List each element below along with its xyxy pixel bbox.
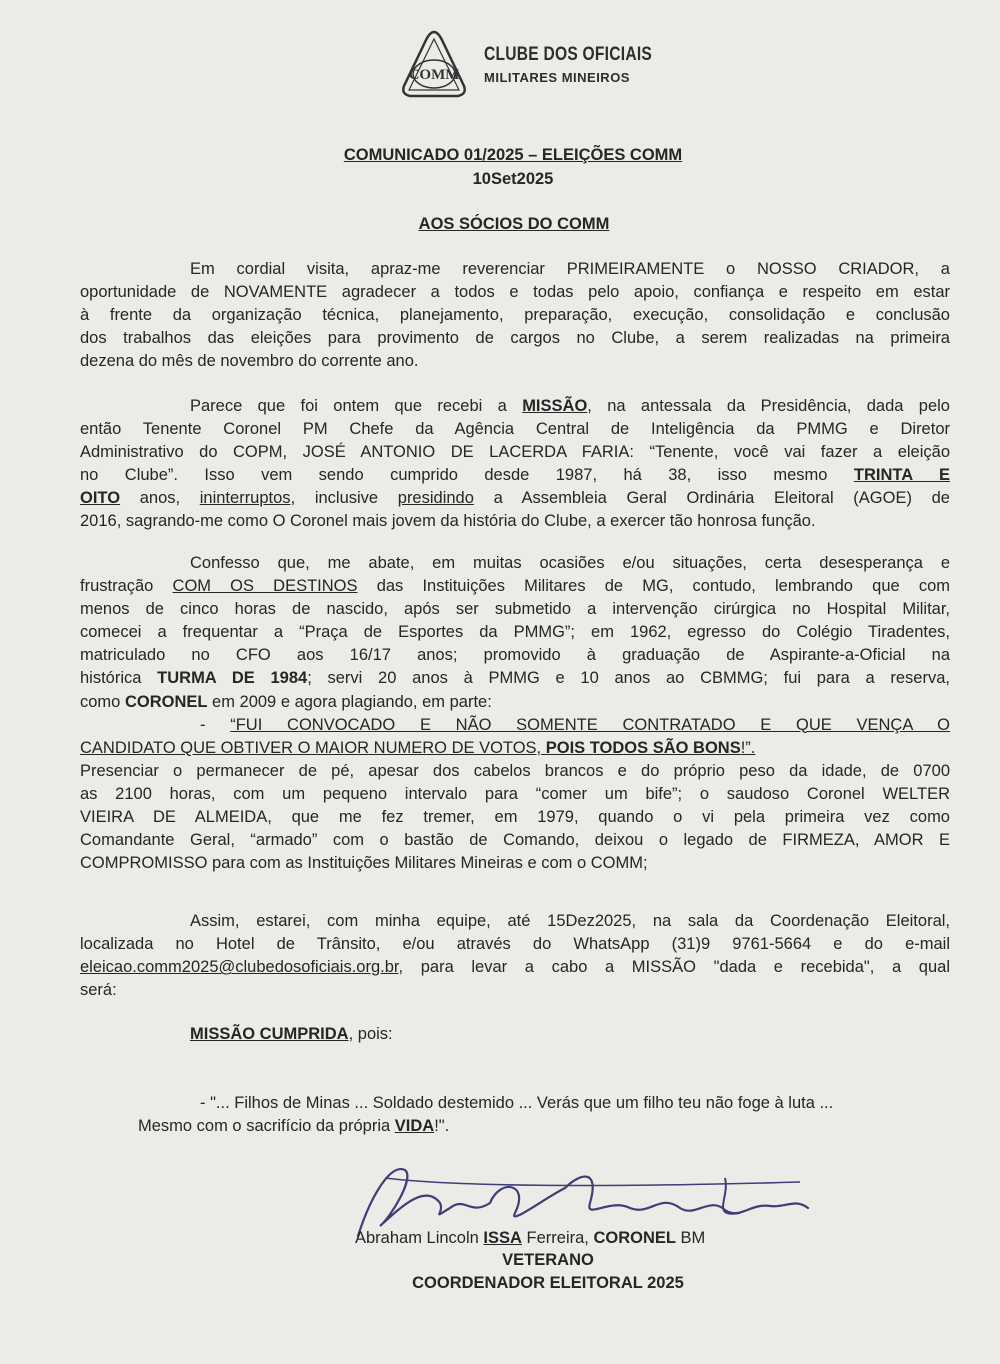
paragraph-6: - "... Filhos de Minas ... Soldado destemido ... Verás que um filho teu não foge à luta ... Mesmo com o sacrifício da própria VIDA!". <box>138 1094 834 1136</box>
turma-1984: TURMA DE 1984 <box>157 669 308 688</box>
handwritten-signature <box>330 1158 810 1238</box>
p2-line: 2016, sagrando-me como O Coronel mais jovem da história do Clube, a exercer tão honrosa função. <box>80 512 816 531</box>
paragraph-3: Confesso que, me abate, em muitas ocasiões e/ou situações, certa desesperança e frustração COM OS DESTINOS das Instituições Militares de MG, contudo, lembrando que com menos de cinco horas de nascido, após ser submetido a intervenção cirúrgica no Hospital Militar, comecei a frequentar a “Praça de Esportes da PMMG”; em 1962, egresso do Colégio Tiradentes, matriculado no CFO aos 16/17 anos; promovido à graduação de Aspirante-a-Oficial na histórica TURMA DE 1984; servi 20 anos à PMMG e 10 anos ao CBMMG; fui para a reserva, como CORONEL em 2009 e agora plagiando, em parte: - “FUI CONVOCADO E NÃO SOMENTE CONTRATADO E QUE VENÇA O CANDIDATO QUE OBTIVER O MAIOR NUMERO DE VOTOS, POIS TODOS SÃO BONS!”. Presenciar o permanecer de pé, apesar dos cabelos brancos e do próprio peso da idade, de 0700 as 2100 horas, com um pequeno intervalo para “comer um bife”; o saudoso Coronel WELTER VIEIRA DE ALMEIDA, que me fez tremer, em 1979, quando o vi pela primeira vez como Comandante Geral, “armado” com o bastão de Comando, deixou o legado de FIRMEZA, AMOR E COMPROMISSO para com as Instituições Militares Mineiras e com o COMM; <box>80 554 950 873</box>
missao-emphasis: MISSÃO <box>522 397 588 415</box>
p1-line: dos trabalhos das eleições para provimento de cargos no Clube, a serem realizadas na primeira <box>80 329 950 348</box>
com-os-destinos: COM OS DESTINOS <box>172 577 358 596</box>
p1-line: à frente da organização técnica, planejamento, preparação, execução, consolidação e conclusão <box>80 306 950 325</box>
todos-sao-bons: POIS TODOS SÃO BONS <box>545 738 741 757</box>
document-title: COMUNICADO 01/2025 – ELEIÇÕES COMM <box>343 146 683 164</box>
club-logo <box>398 30 470 102</box>
club-subtitle: MILITARES MINEIROS <box>484 70 630 85</box>
trinta-e-emphasis: TRINTA E <box>853 466 950 485</box>
paragraph-5: MISSÃO CUMPRIDA, pois: <box>190 1025 393 1043</box>
p2-line: então Tenente Coronel PM Chefe da Agência Central de Inteligência da PMMG e Diretor <box>80 420 950 439</box>
signatory-role: COORDENADOR ELEITORAL 2025 <box>412 1274 684 1292</box>
club-name: CLUBE DOS OFICIAIS <box>484 44 653 65</box>
coronel-emphasis: CORONEL <box>124 692 208 711</box>
signatory-name: Abraham Lincoln ISSA Ferreira, CORONEL BM <box>355 1229 706 1247</box>
missao-cumprida: MISSÃO CUMPRIDA <box>190 1025 349 1043</box>
svg-text:COMM: COMM <box>408 67 460 83</box>
signatory-veterano: VETERANO <box>502 1251 594 1269</box>
p1-line: Em cordial visita, apraz-me reverenciar PRIMEIRAMENTE o NOSSO CRIADOR, a <box>190 260 950 278</box>
paragraph-2: Parece que foi ontem que recebi a MISSÃO, na antessala da Presidência, dada pelo então Tenente Coronel PM Chefe da Agência Central de Inteligência da PMMG e Diretor Administrativo do COPM, JOSÉ ANTONIO DE LACERDA FARIA: “Tenente, você vai fazer a eleição no Clube”. Isso vem sendo cumprido desde 1987, há 38, isso mesmo TRINTA E OITO anos, ininterruptos, inclusive presidindo a Assembleia Geral Ordinária Eleitoral (AGOE) de 2016, sagrando-me como O Coronel mais jovem da história do Clube, a exercer tão honrosa função. <box>80 395 950 534</box>
p1-line: dezena do mês de novembro do corrente ano. <box>80 352 419 371</box>
document-date: 10Set2025 <box>472 170 554 188</box>
paragraph-4: Assim, estarei, com minha equipe, até 15Dez2025, na sala da Coordenação Eleitoral, localizada no Hotel de Trânsito, e/ou através do WhatsApp (31)9 9761-5664 e do e-mail eleicao.comm2025@clubedosoficiais.org.br, para levar a cabo a MISSÃO "dada e recebida", a qual será: <box>80 912 950 1000</box>
salutation: AOS SÓCIOS DO COMM <box>418 215 610 233</box>
p1-line: oportunidade de NOVAMENTE agradecer a todos e todas pelo apoio, confiança e respeito em estar <box>80 283 950 302</box>
quote-convocado: “FUI CONVOCADO E NÃO SOMENTE CONTRATADO E QUE VENÇA O <box>230 715 950 734</box>
vida-emphasis: VIDA <box>394 1117 435 1136</box>
email-link[interactable]: eleicao.comm2025@clubedosoficiais.org.br <box>80 958 399 977</box>
p2-line: Administrativo do COPM, JOSÉ ANTONIO DE LACERDA FARIA: “Tenente, você vai fazer a eleição <box>80 443 950 462</box>
paragraph-1 <box>80 258 950 373</box>
